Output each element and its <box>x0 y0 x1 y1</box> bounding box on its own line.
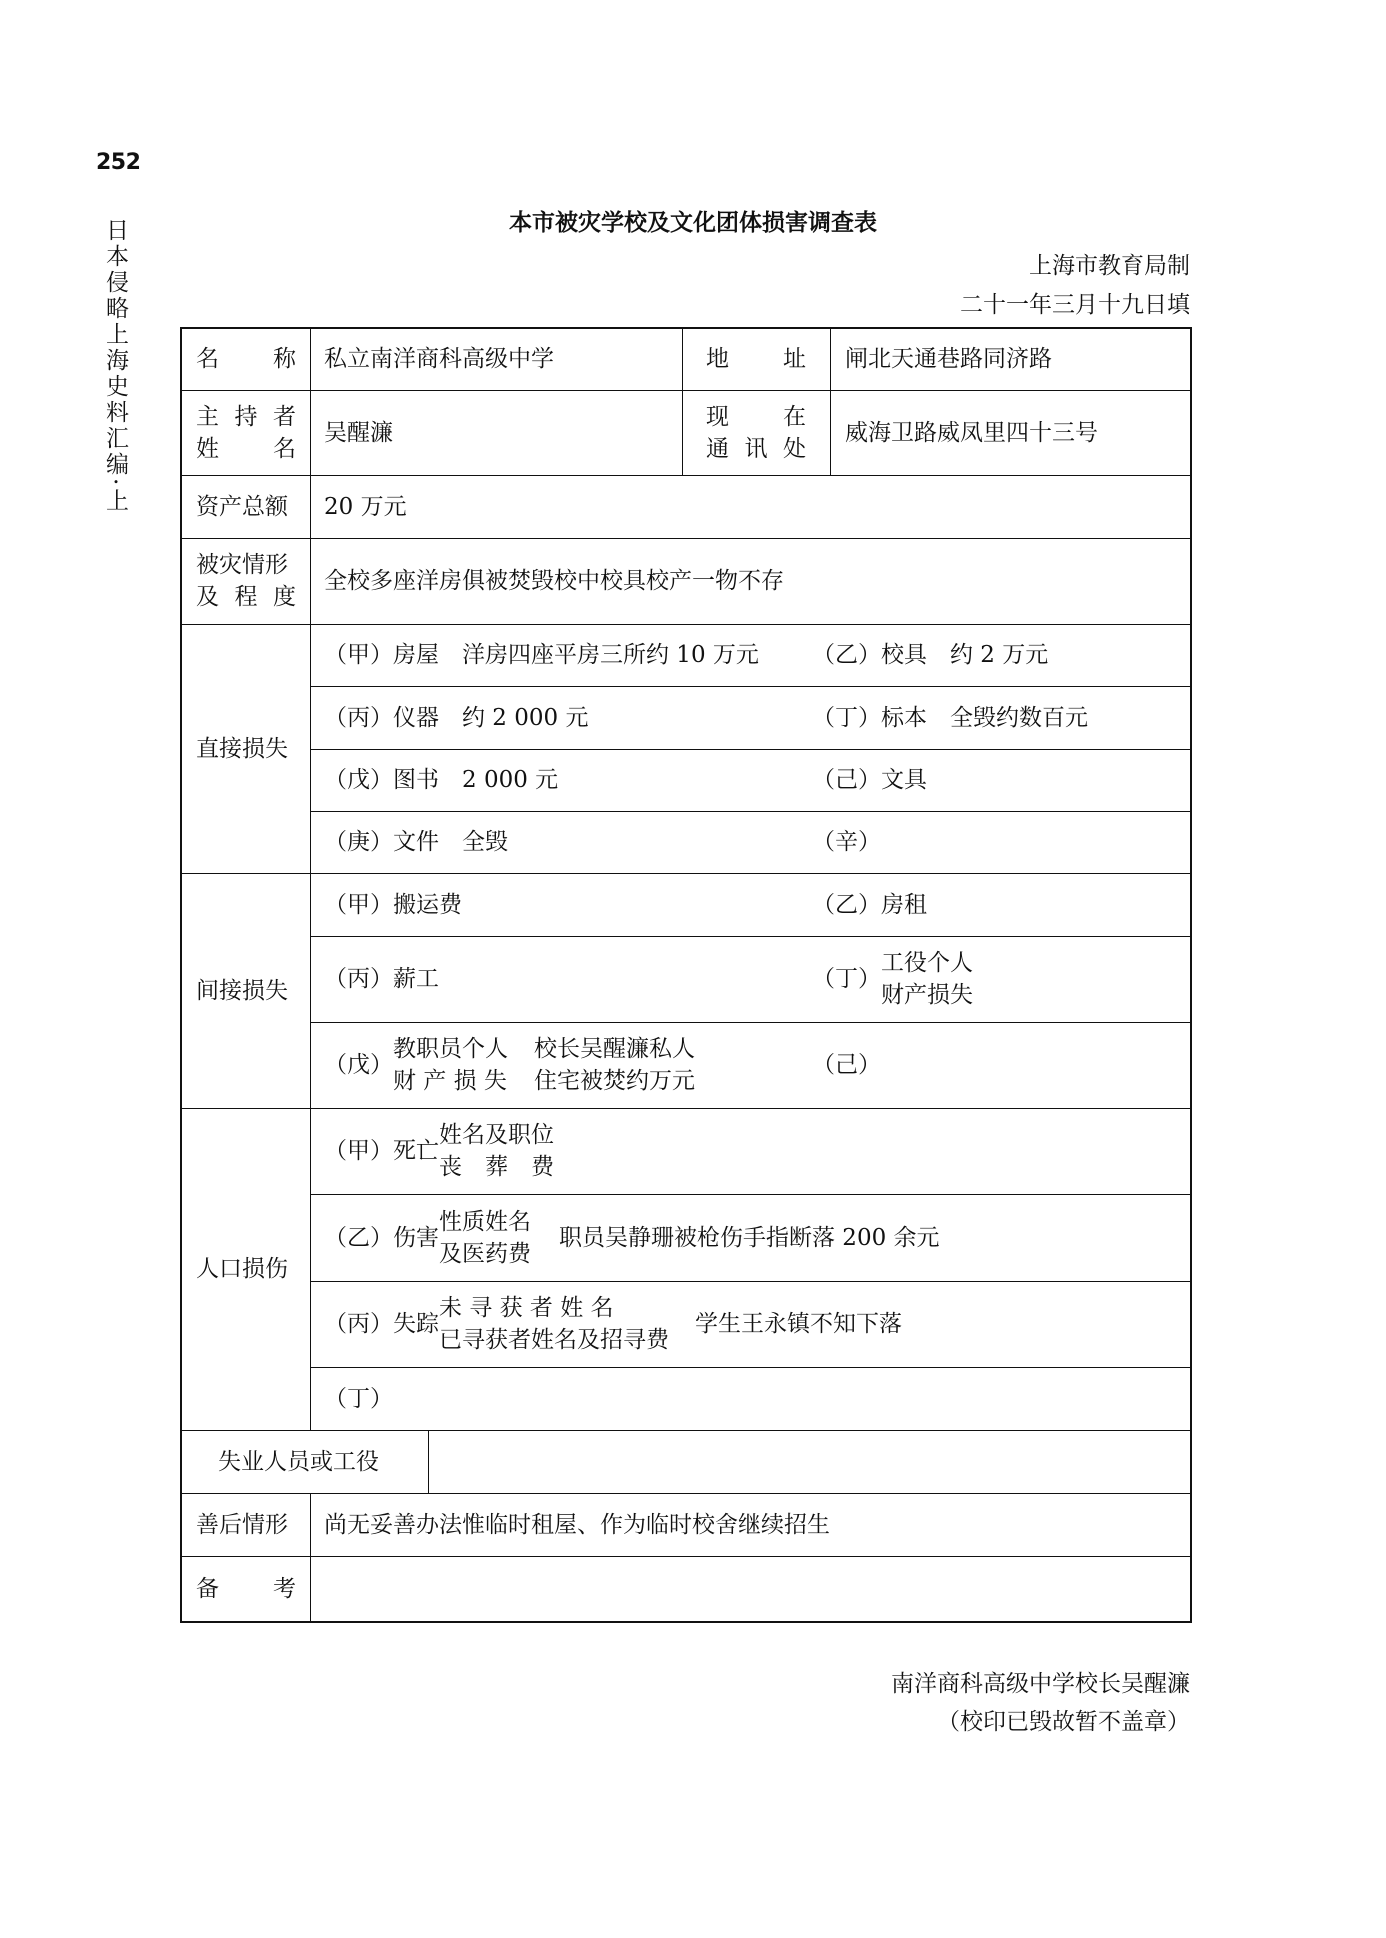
school-name: 私立南洋商科高级中学 <box>324 345 554 372</box>
contact-label: 现 在 通 讯 处 <box>706 403 806 462</box>
assets-value: 20 万元 <box>324 493 407 520</box>
issuer-line: 上海市教育局制 <box>1029 253 1190 279</box>
direct-loss-item: （丁）标本 全毁约数百元 <box>812 704 1088 731</box>
casualty-item: （丙）失踪 未 寻 获 者 姓 名 已寻获者姓名及招寻费 学生王永镇不知下落 <box>324 1295 902 1353</box>
direct-loss-label: 直接损失 <box>196 735 288 762</box>
aftermath-value: 尚无妥善办法惟临时租屋、作为临时校舍继续招生 <box>324 1511 830 1538</box>
indirect-loss-item: （己） <box>812 1052 881 1078</box>
assets-label: 资产总额 <box>196 493 288 520</box>
indirect-loss-label: 间接损失 <box>196 977 288 1004</box>
address-value: 闸北天通巷路同济路 <box>845 345 1052 372</box>
indirect-loss-item: （乙）房租 <box>812 891 927 918</box>
row-divider <box>180 1556 1192 1557</box>
direct-loss-item: （丙）仪器 约 2 000 元 <box>324 704 589 731</box>
remarks-label: 备 考 <box>196 1575 296 1602</box>
page-number: 252 <box>96 150 141 175</box>
indirect-loss-item: （丙）薪工 <box>324 966 439 992</box>
indirect-loss-item: （丁） 工役个人 财产损失 <box>812 950 973 1008</box>
column-divider <box>310 327 311 1430</box>
direct-loss-item: （戊）图书 2 000 元 <box>324 767 559 793</box>
contact-value: 威海卫路威凤里四十三号 <box>845 419 1098 446</box>
casualties-label: 人口损伤 <box>196 1256 288 1282</box>
casualty-item: （甲）死亡 姓名及职位 丧 葬 费 <box>324 1122 554 1180</box>
direct-loss-item: （辛） <box>812 829 881 855</box>
table-border-left <box>180 327 182 1623</box>
direct-loss-item: （乙）校具 约 2 万元 <box>812 642 1049 668</box>
seal-note: （校印已毁故暂不盖章） <box>937 1709 1190 1735</box>
damage-value: 全校多座洋房俱被焚毁校中校具校产一物不存 <box>324 568 784 594</box>
subrow-divider <box>310 1367 1192 1368</box>
column-divider <box>682 327 683 475</box>
casualty-item: （丁） <box>324 1385 393 1412</box>
column-divider <box>428 1430 429 1493</box>
table-border-right <box>1190 327 1192 1623</box>
column-divider <box>310 1493 311 1622</box>
signature-line: 南洋商科高级中学校长吴醒濂 <box>891 1671 1190 1697</box>
head-name-label: 主 持 者 姓 名 <box>196 403 296 462</box>
subrow-divider <box>310 936 1192 937</box>
indirect-loss-item: （戊） 教职员个人 财 产 损 失 校长吴醒濂私人 住宅被焚约万元 <box>324 1036 695 1094</box>
address-label: 地 址 <box>706 345 806 372</box>
side-title: 日本侵略上海史料汇编·上 <box>102 218 128 515</box>
indirect-loss-item: （甲）搬运费 <box>324 891 462 918</box>
aftermath-label: 善后情形 <box>196 1511 288 1538</box>
head-name-value: 吴醒濂 <box>324 419 393 446</box>
direct-loss-item: （甲）房屋 洋房四座平房三所约 10 万元 <box>324 642 759 668</box>
damage-label: 被灾情形 及 程 度 <box>196 552 296 610</box>
unemployed-label: 失业人员或工役 <box>218 1448 379 1475</box>
casualty-item: （乙）伤害 性质姓名 及医药费 职员吴静珊被枪伤手指断落 200 余元 <box>324 1208 940 1267</box>
document-title: 本市被灾学校及文化团体损害调查表 <box>509 210 877 236</box>
name-label: 名 称 <box>196 345 296 372</box>
direct-loss-item: （庚）文件 全毁 <box>324 829 508 855</box>
table-border-bottom <box>180 1621 1192 1623</box>
fill-date-line: 二十一年三月十九日填 <box>960 292 1190 318</box>
direct-loss-item: （己）文具 <box>812 767 927 793</box>
column-divider <box>830 327 831 475</box>
